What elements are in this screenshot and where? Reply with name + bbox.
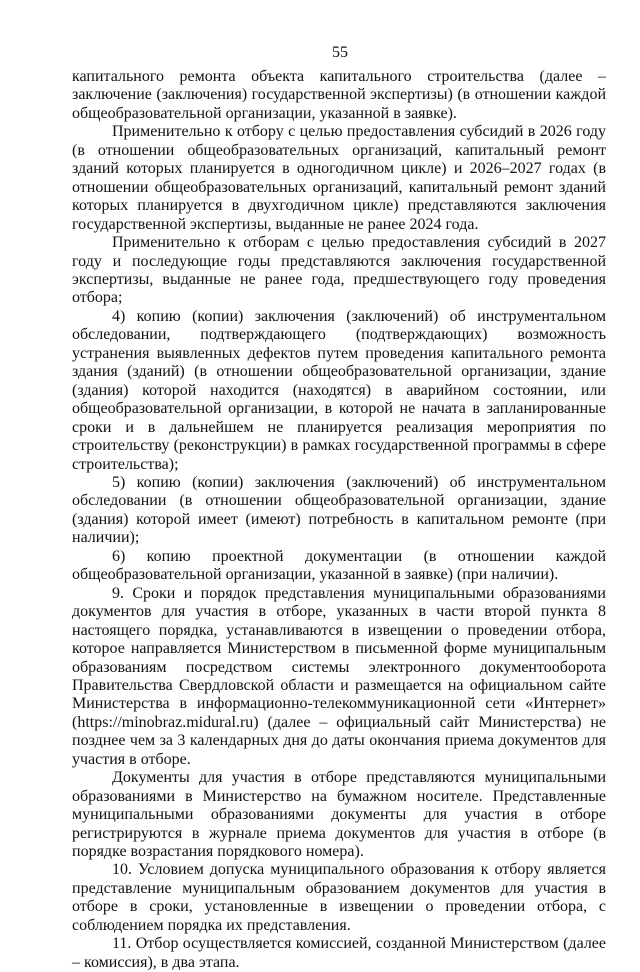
paragraph: Применительно к отбору с целью предоставления субсидий в 2026 году (в отношении общеобразовательных организаций, капитальный ремонт зданий которых планируется в одногодичном цикле) и 2026–2027 годах (в отношении общеобразовательных организаций, капитальный ремонт зданий которых планируется в двухгодичном цикле) представляются заключения государственной экспертизы, выданные не ранее 2024 года. [72, 123, 606, 233]
paragraph: 5) копию (копии) заключения (заключений) об инструментальном обследовании (в отношении общеобразовательной организации, здание (здания) которой имеет (имеют) потребность в капитальном ремонте (при наличии); [72, 473, 606, 547]
paragraph: 9. Сроки и порядок представления муниципальными образованиями документов для участия в отборе, указанных в части второй пункта 8 настоящего порядка, устанавливаются в извещении о проведении отбора, которое направляется Министерством в письменной форме муниципальным образованиям посредством системы электронного документооборота Правительства Свердловской области и размещается на официальном сайте Министерства в информационно-телекоммуникационной сети «Интернет» (https://minobraz.midural.ru) (далее – официальный сайт Министерства) не позднее чем за 3 календарных дня до даты окончания приема документов для участия в отборе. [72, 584, 606, 768]
paragraph: 4) копию (копии) заключения (заключений) об инструментальном обследовании, подтверждающего (подтверждающих) возможность устранения выявленных дефектов путем проведения капитального ремонта здания (зданий) (в отношении общеобразовательной организации, здание (здания) которой находится (находятся) в аварийном состоянии, или общеобразовательной организации, в которой не начата в запланированные сроки и в дальнейшем не планируется реализация мероприятия по строительству (реконструкции) в рамках государственной программы в сфере строительства); [72, 307, 606, 473]
paragraph: 11. Отбор осуществляется комиссией, созданной Министерством (далее – комиссия), в два этапа. [72, 935, 606, 971]
paragraph: 6) копию проектной документации (в отношении каждой общеобразовательной организации, указанной в заявке) (при наличии). [72, 547, 606, 584]
page-number: 55 [332, 44, 348, 61]
document-body [72, 68, 606, 972]
paragraph: Применительно к отборам с целью предоставления субсидий в 2027 году и последующие годы представляются заключения государственной экспертизы, выданные не ранее года, предшествующего году проведения отбора; [72, 234, 606, 307]
paragraph: 10. Условием допуска муниципального образования к отбору является представление муниципальным образованием документов для участия в отборе в сроки, установленные в извещении о проведении отбора, с соблюдением порядка их представления. [72, 861, 606, 934]
paragraph: Документы для участия в отборе представляются муниципальными образованиями в Министерство на бумажном носителе. Представленные муниципальными образованиями документы для участия в отборе регистрируются в журнале приема документов для участия в отборе (в порядке возрастания порядкового номера). [72, 769, 606, 861]
paragraph: капитального ремонта объекта капитального строительства (далее – заключение (заключения) государственной экспертизы) (в отношении каждой общеобразовательной организации, указанной в заявке). [72, 68, 606, 122]
